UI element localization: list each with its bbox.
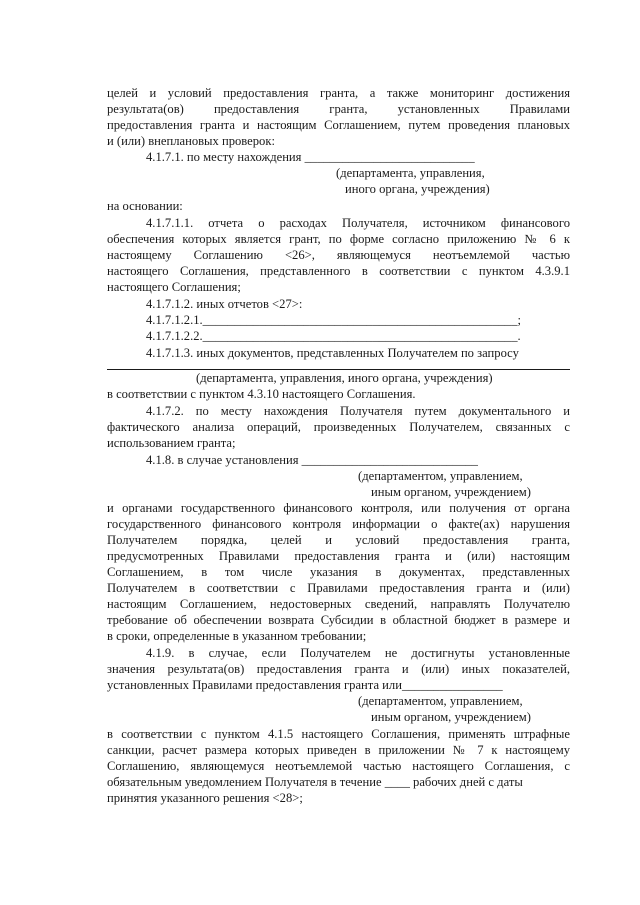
text-line: Получателем порядка, целей и условий предоставления гранта, [107, 533, 570, 547]
text-line: принятия указанного решения <28>; [107, 791, 303, 805]
text-line: 4.1.7.1.2. иных отчетов <27>: [146, 297, 303, 311]
caption-line: (департамента, управления, иного органа, учреждения) [196, 371, 493, 385]
text-line: государственного финансового контроля информации о факте(ах) нарушения [107, 517, 570, 531]
fill-in-line [107, 369, 570, 370]
text-line: требование об обеспечении возврата Субсидии в областной бюджет в размере и [107, 613, 570, 627]
caption-line: (департаментом, управлением, [358, 694, 523, 708]
caption-line: (департаментом, управлением, [358, 469, 523, 483]
text-line: обеспечения которых является грант, по форме согласно приложению № 6 к [107, 232, 570, 246]
text-line: Получателем в соответствии с Правилами предоставления гранта и (или) [107, 581, 570, 595]
text-line: настоящего Соглашения; [107, 280, 241, 294]
caption-line: иным органом, учреждением) [371, 710, 531, 724]
text-line: санкции, расчет размера которых приведен в приложении № 7 к настоящему [107, 743, 570, 757]
text-line: обязательным уведомлением Получателя в течение ____ рабочих дней с даты [107, 775, 523, 789]
text-line: 4.1.7.1.2.1.__________________________________________________; [146, 313, 522, 327]
text-line: настоящего Соглашения, представленного в соответствии с пунктом 4.3.9.1 [107, 264, 570, 278]
text-line: 4.1.8. в случае установления ____________________________ [146, 453, 478, 467]
text-line: результата(ов) предоставления гранта, установленных Правилами [107, 102, 570, 116]
caption-line: иным органом, учреждением) [371, 485, 531, 499]
text-line: в соответствии с пунктом 4.1.5 настоящего Соглашения, применять штрафные [107, 727, 570, 741]
text-line: 4.1.7.1. по месту нахождения ___________________________ [146, 150, 475, 164]
text-line: установленных Правилами предоставления гранта или________________ [107, 678, 503, 692]
text-line: значения результата(ов) предоставления гранта и (или) иных показателей, [107, 662, 570, 676]
text-line: 4.1.9. в случае, если Получателем не достигнуты установленные [146, 646, 570, 660]
text-line: 4.1.7.1.3. иных документов, представленных Получателем по запросу [146, 346, 519, 360]
text-line: предоставления гранта и настоящим Соглашением, путем проведения плановых [107, 118, 570, 132]
text-line: Соглашением, в том числе указания в документах, представленных [107, 565, 570, 579]
text-line: Соглашению, являющемуся неотъемлемой частью настоящего Соглашения, с [107, 759, 570, 773]
text-line: в соответствии с пунктом 4.3.10 настоящего Соглашения. [107, 387, 416, 401]
text-line: в сроки, определенные в указанном требовании; [107, 629, 367, 643]
text-line: фактического анализа операций, произведенных Получателем, связанных с [107, 420, 570, 434]
text-line: 4.1.7.1.1. отчета о расходах Получателя, источником финансового [146, 216, 570, 230]
caption-line: иного органа, учреждения) [345, 182, 490, 196]
text-line: 4.1.7.1.2.2.__________________________________________________. [146, 329, 521, 343]
text-line: настоящим Соглашением, недостоверных сведений, направлять Получателю [107, 597, 570, 611]
text-line: предусмотренных Правилами предоставления гранта и (или) настоящим [107, 549, 570, 563]
text-line: и органами государственного финансового контроля, или получения от органа [107, 501, 570, 515]
text-line: целей и условий предоставления гранта, а также мониторинг достижения [107, 86, 570, 100]
text-line: настоящему Соглашению <26>, являющемуся неотъемлемой частью [107, 248, 570, 262]
text-line: 4.1.7.2. по месту нахождения Получателя путем документального и [146, 404, 570, 418]
caption-line: (департамента, управления, [336, 166, 485, 180]
text-line: на основании: [107, 199, 183, 213]
text-line: и (или) внеплановых проверок: [107, 134, 275, 148]
text-line: использованием гранта; [107, 436, 236, 450]
